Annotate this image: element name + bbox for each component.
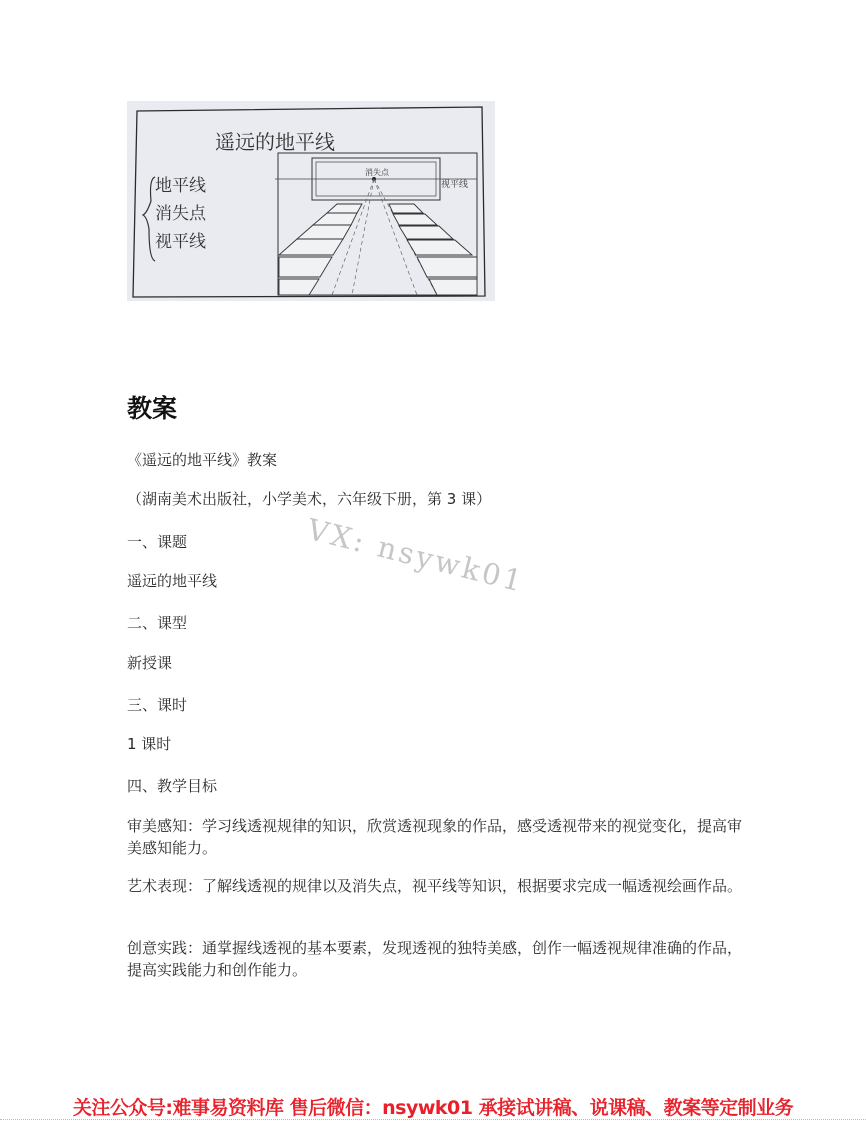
sketch-label-eye-level: 视平线 <box>155 232 206 252</box>
footer-divider <box>0 1119 866 1121</box>
sketch-label-horizon: 地平线 <box>155 176 206 196</box>
sketch-label-vanishing-point: 消失点 <box>155 204 206 224</box>
section-title-objectives: 四、教学目标 <box>127 777 218 795</box>
objective-creative-practice: 创意实践：通掌握线透视的基本要素，发现透视的独特美感，创作一幅透视规律准确的作品，提高实践能力和创作能力。 <box>127 939 743 979</box>
lesson-plan-title: 《遥远的地平线》教案 <box>127 451 278 469</box>
section-title-lesson-type: 二、课型 <box>127 614 188 632</box>
section-content-lesson-type: 新授课 <box>127 654 173 672</box>
watermark-text: VX: nsywk01 <box>303 512 529 599</box>
eye-level-label: 视平线 <box>441 180 469 190</box>
sketch-title: 遥远的地平线 <box>215 130 335 154</box>
footer-banner: 关注公众号:难事易资料库 售后微信：nsywk01 承接试讲稿、说课稿、教案等定制业务 <box>72 1097 794 1119</box>
section-content-duration: 1 课时 <box>127 735 172 753</box>
publisher-info: （湖南美术出版社，小学美术，六年级下册，第 3 课） <box>127 490 492 508</box>
section-title-duration: 三、课时 <box>127 696 188 714</box>
document-heading: 教案 <box>127 394 178 423</box>
objective-artistic-expression: 艺术表现：了解线透视的规律以及消失点，视平线等知识，根据要求完成一幅透视绘画作品。 <box>127 877 743 895</box>
vanishing-point-label: 消失点 <box>365 168 389 177</box>
blackboard-sketch-image <box>127 101 495 301</box>
section-content-topic: 遥远的地平线 <box>127 572 218 590</box>
objective-aesthetic-perception: 审美感知：学习线透视规律的知识，欣赏透视现象的作品，感受透视带来的视觉变化，提高审美感知能力。 <box>127 817 743 857</box>
section-title-topic: 一、课题 <box>127 533 188 551</box>
